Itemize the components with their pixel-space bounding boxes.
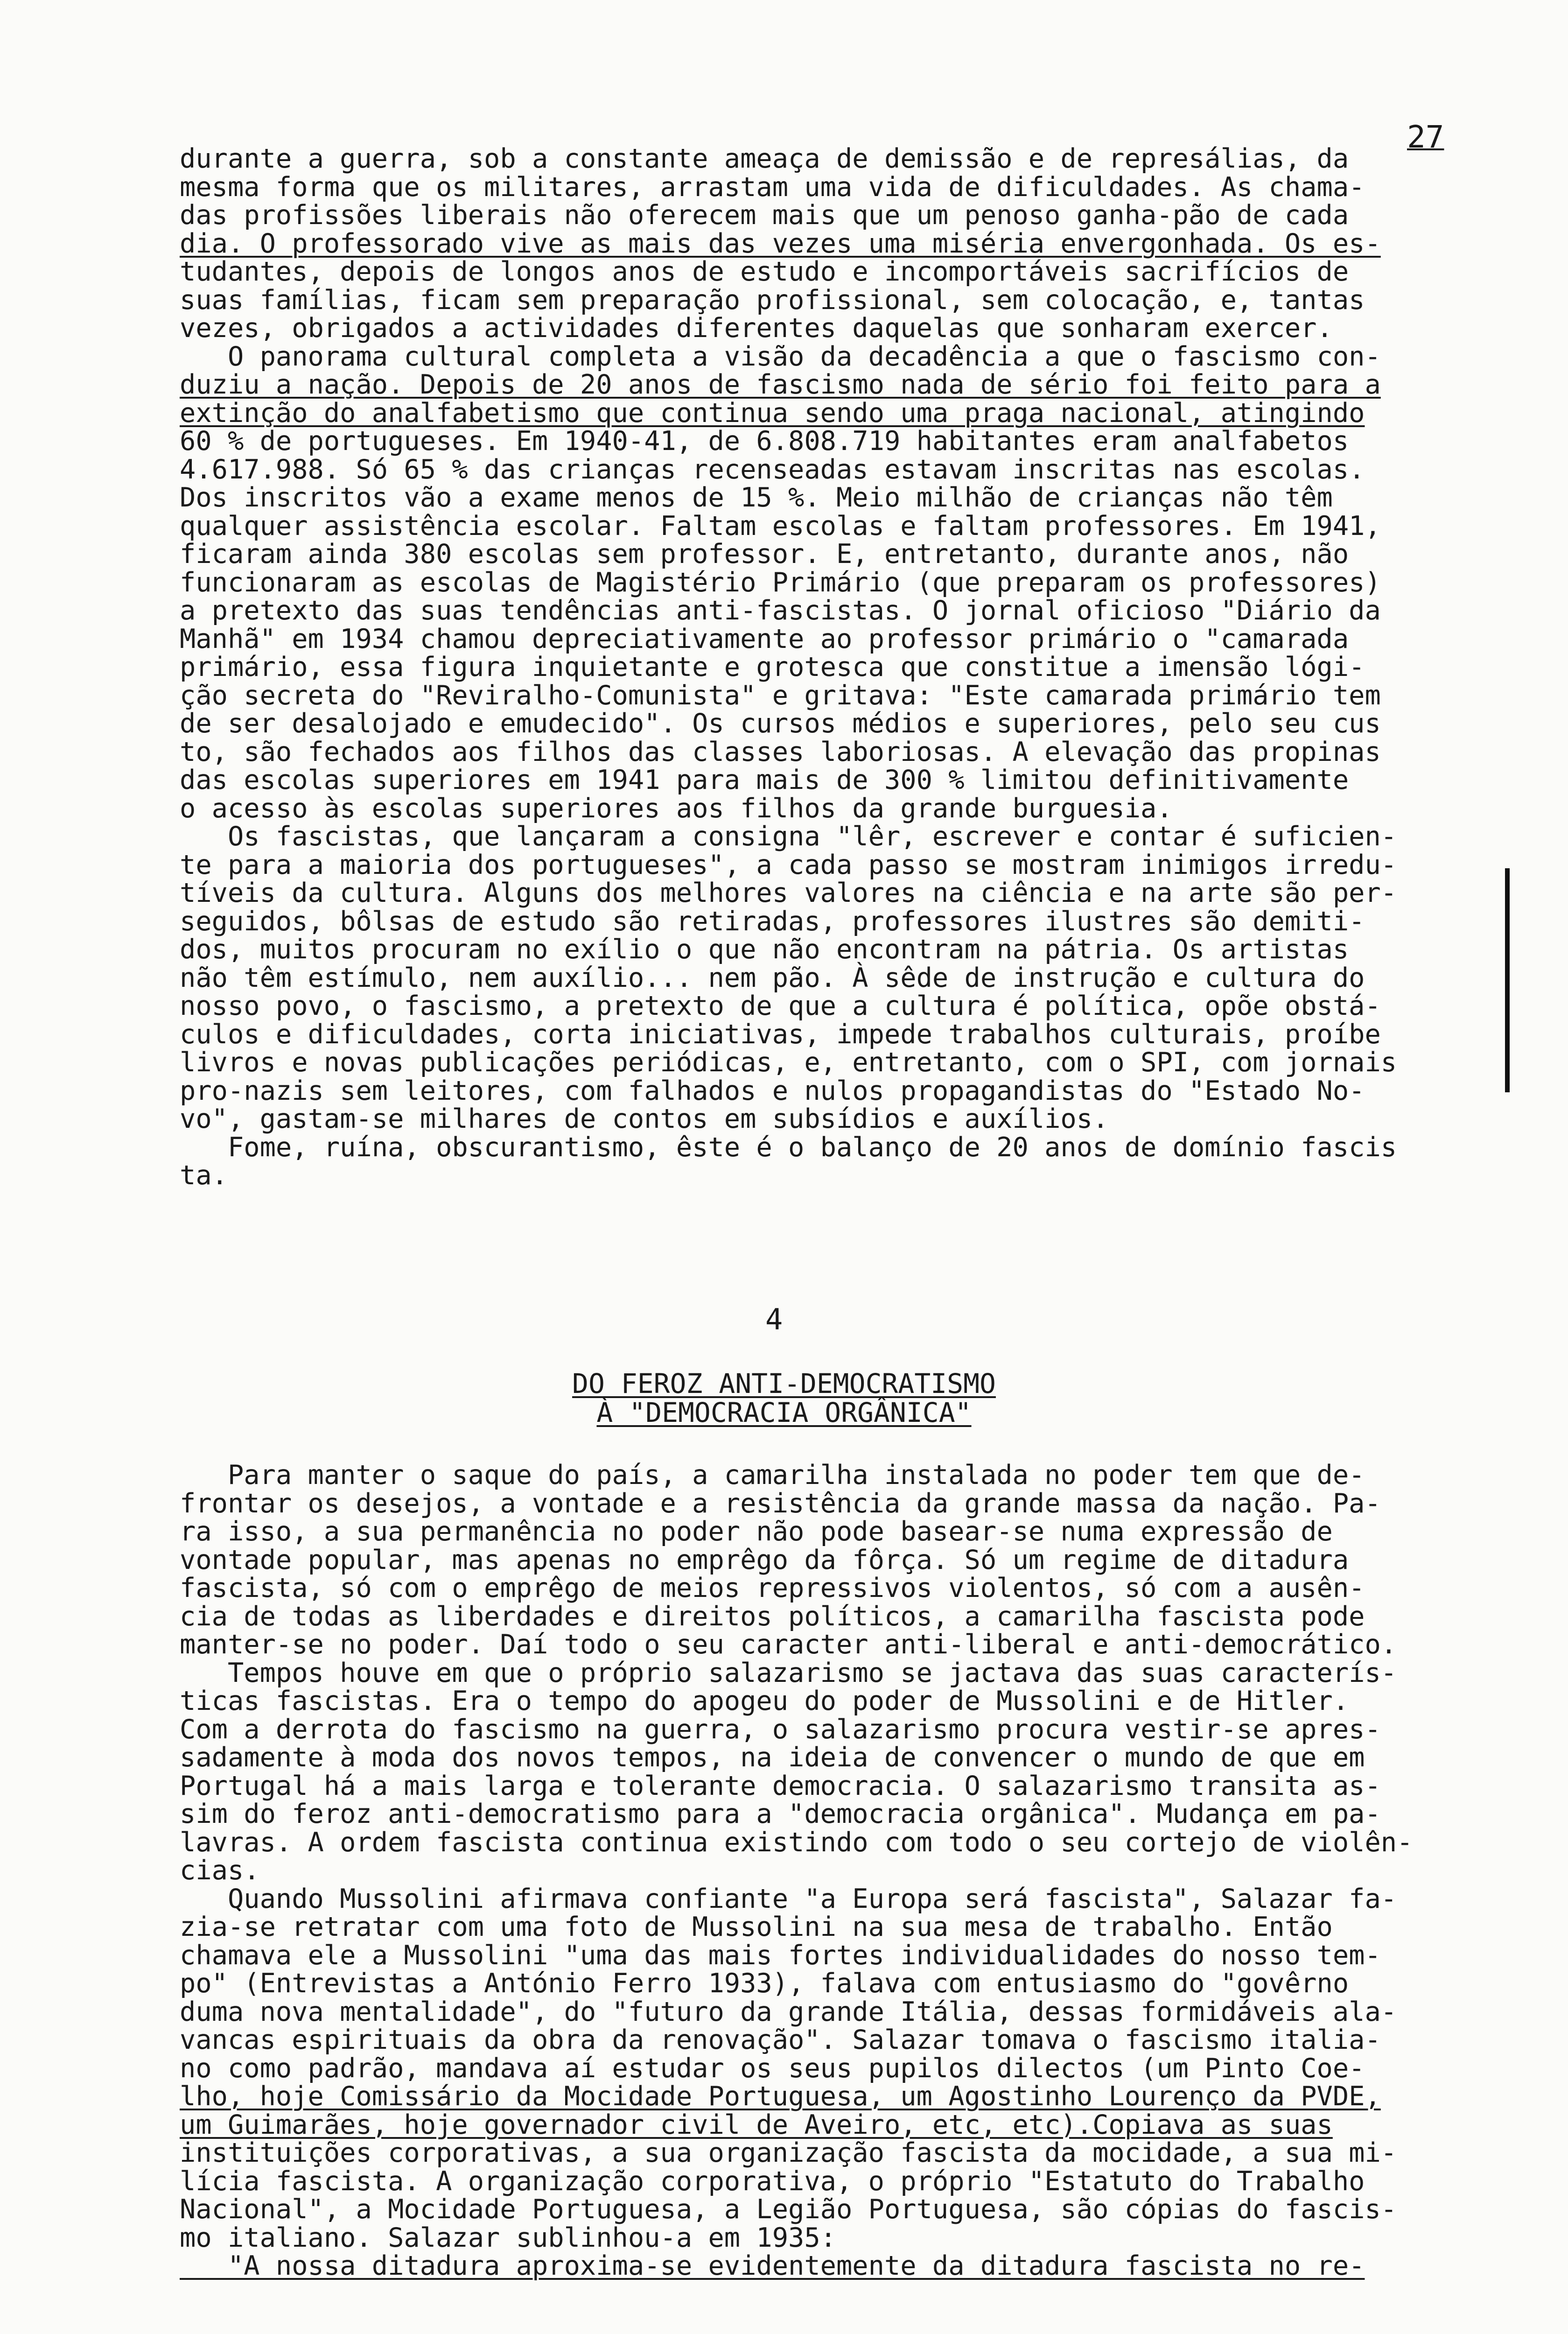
section-number: 4 [765,1302,783,1336]
text-line: Quando Mussolini afirmava confiante "a Europa será fascista", Salazar fa- [180,1883,1397,1914]
text-line: das escolas superiores em 1941 para mais de 300 % limitou definitivamente [180,765,1349,795]
text-line: lícia fascista. A organização corporativa, o próprio "Estatuto do Trabalho [180,2165,1365,2197]
margin-mark-bar [1505,868,1510,1092]
text-line: fascista, só com o emprêgo de meios repressivos violentos, só com a ausên- [180,1573,1365,1603]
text-line: tudantes, depois de longos anos de estudo e incomportáveis sacrifícios de [180,256,1349,287]
text-line: ticas fascistas. Era o tempo do apogeu do poder de Mussolini e de Hitler. [180,1686,1349,1716]
text-line-underlined: extinção do analfabetismo que continua sendo uma praga nacional, atingindo [180,397,1365,429]
text-line: to, são fechados aos filhos das classes laboriosas. A elevação das propinas [180,736,1381,767]
text-line-underlined: "A nossa ditadura aproxima-se evidentemente da ditadura fascista no re- [180,2250,1365,2281]
text-line: Os fascistas, que lançaram a consigna "lêr, escrever e contar é suficien- [180,821,1397,852]
text-line: sim do feroz anti-democratismo para a "democracia orgânica". Mudança em pa- [180,1799,1381,1829]
page-number: 27 [1407,119,1444,155]
text-line: frontar os desejos, a vontade e a resistência da grande massa da nação. Pa- [180,1488,1381,1519]
text-line: Manhã" em 1934 chamou depreciativamente ao professor primário o "camarada [180,623,1349,654]
text-line: não têm estímulo, nem auxílio... nem pão. À sêde de instrução e cultura do [180,962,1365,993]
text-line: vontade popular, mas apenas no emprêgo da fôrça. Só um regime de ditadura [180,1544,1349,1575]
text-line: seguidos, bôlsas de estudo são retiradas, professores ilustres são demiti- [180,906,1365,937]
text-line: vezes, obrigados a actividades diferentes daquelas que sonharam exercer. [180,313,1333,344]
text-line: de ser desalojado e emudecido". Os cursos médios e superiores, pelo seu cus [180,708,1381,739]
text-line: instituições corporativas, a sua organização fascista da mocidade, a sua mi- [180,2137,1397,2168]
text-line: cias. [180,1855,260,1886]
text-line: ra isso, a sua permanência no poder não pode basear-se numa expressão de [180,1516,1333,1547]
text-line: pro-nazis sem leitores, com falhados e nulos propagandistas do "Estado No- [180,1075,1365,1106]
text-line: vo", gastam-se milhares de contos em subsídios e auxílios. [180,1104,1109,1134]
text-line: sadamente à moda dos novos tempos, na ideia de convencer o mundo de que em [180,1742,1365,1773]
text-line: ficaram ainda 380 escolas sem professor. E, entretanto, durante anos, não [180,539,1349,569]
text-line: chamava ele a Mussolini "uma das mais fortes individualidades do nosso tem- [180,1940,1381,1971]
section-title-text: À "DEMOCRACIA ORGÂNICA" [596,1397,972,1428]
section-title-text: DO FEROZ ANTI-DEMOCRATISMO [572,1368,996,1399]
text-line-underlined: um Guimarães, hoje governador civil de Aveiro, etc, etc).Copiava as suas [180,2109,1333,2140]
text-line: a pretexto das suas tendências anti-fascistas. O jornal oficioso "Diário da [180,595,1381,626]
section-title-line-2 [0,1397,1568,1428]
text-line-underlined: dia. O professorado vive as mais das vezes uma miséria envergonhada. Os es- [180,228,1381,259]
text-line: lavras. A ordem fascista continua existindo com todo o seu cortejo de violên- [180,1827,1413,1858]
text-line: culos e dificuldades, corta iniciativas, impede trabalhos culturais, proíbe [180,1019,1381,1050]
text-line: suas famílias, ficam sem preparação profissional, sem colocação, e, tantas [180,284,1365,316]
text-line: o acesso às escolas superiores aos filhos da grande burguesia. [180,793,1173,824]
text-line: duma nova mentalidade", do "futuro da grande Itália, dessas formidáveis ala- [180,1996,1397,2027]
text-line: Portugal há a mais larga e tolerante democracia. O salazarismo transita as- [180,1770,1381,1801]
text-line: Nacional", a Mocidade Portuguesa, a Legião Portuguesa, são cópias do fascis- [180,2194,1397,2225]
text-line: vancas espirituais da obra da renovação". Salazar tomava o fascismo italia- [180,2025,1381,2055]
text-line: durante a guerra, sob a constante ameaça de demissão e de represálias, da [180,143,1349,174]
text-line-underlined: lho, hoje Comissário da Mocidade Portuguesa, um Agostinho Lourenço da PVDE, [180,2081,1381,2112]
text-line: Para manter o saque do país, a camarilha instalada no poder tem que de- [180,1460,1365,1490]
text-line: dos, muitos procuram no exílio o que não encontram na pátria. Os artistas [180,934,1349,965]
text-line: nosso povo, o fascismo, a pretexto de que a cultura é política, opõe obstá- [180,991,1381,1021]
text-line: Tempos houve em que o próprio salazarismo se jactava das suas caracterís- [180,1657,1397,1688]
text-line: Dos inscritos vão a exame menos de 15 %. Meio milhão de crianças não têm [180,482,1333,513]
text-line: O panorama cultural completa a visão da decadência a que o fascismo con- [180,341,1381,372]
text-line: 4.617.988. Só 65 % das crianças recenseadas estavam inscritas nas escolas. [180,454,1365,485]
text-line: mo italiano. Salazar sublinhou-a em 1935: [180,2222,836,2253]
body-text-bottom [180,1461,1528,2280]
text-line: mesma forma que os militares, arrastam uma vida de dificuldades. As chama- [180,171,1365,203]
text-line: po" (Entrevistas a António Ferro 1933), falava com entusiasmo do "govêrno [180,1968,1349,1999]
text-line: livros e novas publicações periódicas, e, entretanto, com o SPI, com jornais [180,1047,1397,1078]
text-line: cia de todas as liberdades e direitos políticos, a camarilha fascista pode [180,1601,1365,1632]
text-line: tíveis da cultura. Alguns dos melhores valores na ciência e na arte são per- [180,878,1397,908]
text-line: zia-se retratar com uma foto de Mussolini na sua mesa de trabalho. Então [180,1912,1333,1942]
text-line: 60 % de portugueses. Em 1940-41, de 6.808.719 habitantes eram analfabetos [180,426,1349,457]
text-line: ta. [180,1160,228,1191]
text-line: primário, essa figura inquietante e grotesca que constitue a imensão lógi- [180,652,1365,682]
text-line: qualquer assistência escolar. Faltam escolas e faltam professores. Em 1941, [180,510,1381,541]
text-line: ção secreta do "Reviralho-Comunista" e gritava: "Este camarada primário tem [180,680,1381,711]
text-line: Com a derrota do fascismo na guerra, o salazarismo procura vestir-se apres- [180,1714,1381,1745]
text-line: te para a maioria dos portugueses", a cada passo se mostram inimigos irredu- [180,849,1397,880]
text-line: funcionaram as escolas de Magistério Primário (que preparam os professores) [180,567,1381,598]
text-line: no como padrão, mandava aí estudar os seus pupilos dilectos (um Pinto Coe- [180,2053,1365,2084]
text-line: das profissões liberais não oferecem mais que um penoso ganha-pão de cada [180,200,1349,231]
text-line: Fome, ruína, obscurantismo, êste é o balanço de 20 anos de domínio fascis [180,1132,1397,1163]
text-line-underlined: duziu a nação. Depois de 20 anos de fascismo nada de sério foi feito para a [180,369,1381,400]
body-text-top [180,145,1528,1190]
section-title-line-1 [0,1368,1568,1399]
text-line: manter-se no poder. Daí todo o seu caracter anti-liberal e anti-democrático. [180,1629,1397,1660]
